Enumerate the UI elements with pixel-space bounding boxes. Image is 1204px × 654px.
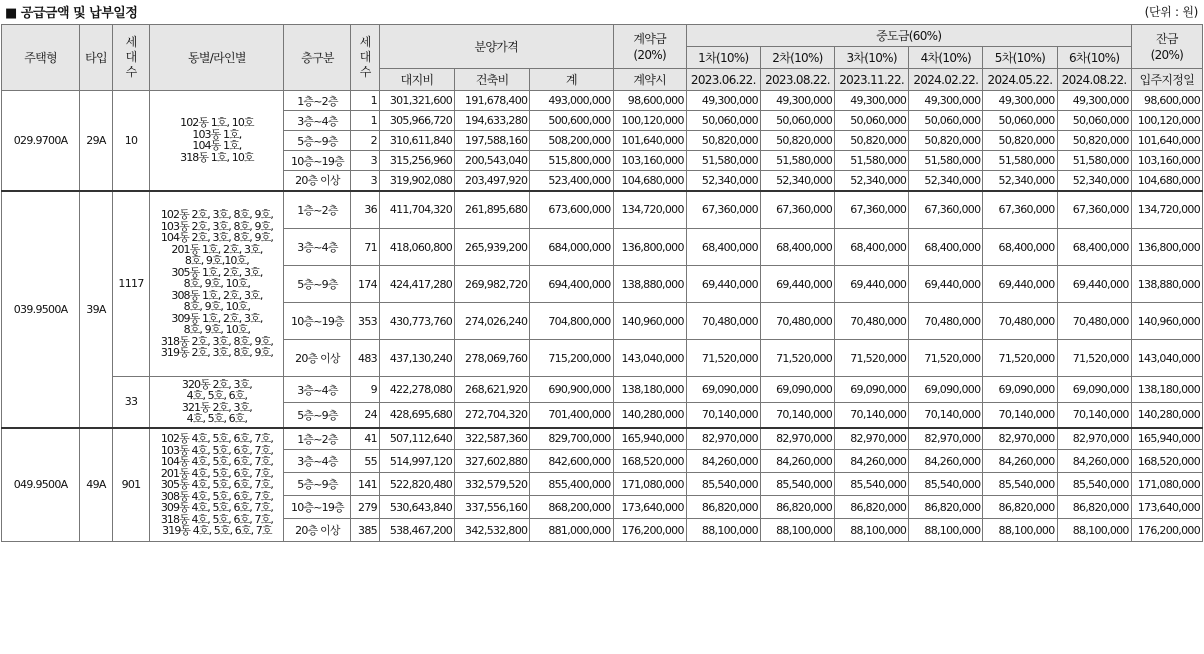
middle-payment-2: 52,340,000 [760, 171, 834, 191]
middle-payment-4: 69,090,000 [909, 377, 983, 403]
middle-payment-1: 51,580,000 [686, 151, 760, 171]
header-total: 계 [530, 69, 613, 91]
balance-amount: 140,960,000 [1131, 303, 1202, 340]
middle-payment-6: 71,520,000 [1057, 340, 1131, 377]
balance-amount: 100,120,000 [1131, 111, 1202, 131]
balance-amount: 98,600,000 [1131, 91, 1202, 111]
dong-lines: 102동 1호, 10호 103동 1호, 104동 1호, 318동 1호, 10호 [150, 91, 284, 191]
deposit-amount: 165,940,000 [613, 428, 686, 450]
middle-payment-1: 70,140,000 [686, 403, 760, 428]
deposit-amount: 176,200,000 [613, 519, 686, 542]
middle-payment-4: 84,260,000 [909, 450, 983, 473]
middle-payment-2: 49,300,000 [760, 91, 834, 111]
floor-range: 5층~9층 [284, 473, 351, 496]
middle-payment-6: 51,580,000 [1057, 151, 1131, 171]
unit-tp: 29A [80, 91, 113, 191]
header-date-2: 2023.08.22. [760, 69, 834, 91]
header-m4: 4차(10%) [909, 47, 983, 69]
middle-payment-6: 50,060,000 [1057, 111, 1131, 131]
land-price: 428,695,680 [379, 403, 454, 428]
middle-payment-6: 84,260,000 [1057, 450, 1131, 473]
middle-payment-5: 50,060,000 [983, 111, 1057, 131]
household-count: 483 [351, 340, 379, 377]
balance-amount: 176,200,000 [1131, 519, 1202, 542]
header-m6: 6차(10%) [1057, 47, 1131, 69]
middle-payment-4: 86,820,000 [909, 496, 983, 519]
table-row [2, 428, 1203, 450]
land-price: 522,820,480 [379, 473, 454, 496]
middle-payment-1: 84,260,000 [686, 450, 760, 473]
total-price: 701,400,000 [530, 403, 613, 428]
land-price: 514,997,120 [379, 450, 454, 473]
total-price: 881,000,000 [530, 519, 613, 542]
building-price: 268,621,920 [455, 377, 530, 403]
header-tp: 타입 [80, 25, 113, 91]
deposit-amount: 143,040,000 [613, 340, 686, 377]
middle-payment-5: 88,100,000 [983, 519, 1057, 542]
balance-amount: 104,680,000 [1131, 171, 1202, 191]
deposit-amount: 134,720,000 [613, 191, 686, 229]
household-count: 24 [351, 403, 379, 428]
middle-payment-3: 52,340,000 [835, 171, 909, 191]
middle-payment-6: 68,400,000 [1057, 229, 1131, 266]
balance-amount: 165,940,000 [1131, 428, 1202, 450]
balance-amount: 138,880,000 [1131, 266, 1202, 303]
header-floor: 층구분 [284, 25, 351, 91]
middle-payment-3: 68,400,000 [835, 229, 909, 266]
middle-payment-6: 82,970,000 [1057, 428, 1131, 450]
middle-payment-1: 67,360,000 [686, 191, 760, 229]
middle-payment-1: 86,820,000 [686, 496, 760, 519]
header-m3: 3차(10%) [835, 47, 909, 69]
balance-amount: 168,520,000 [1131, 450, 1202, 473]
middle-payment-2: 69,090,000 [760, 377, 834, 403]
middle-payment-2: 50,820,000 [760, 131, 834, 151]
floor-range: 10층~19층 [284, 496, 351, 519]
building-price: 194,633,280 [455, 111, 530, 131]
middle-payment-3: 49,300,000 [835, 91, 909, 111]
building-price: 278,069,760 [455, 340, 530, 377]
middle-payment-5: 51,580,000 [983, 151, 1057, 171]
middle-payment-3: 71,520,000 [835, 340, 909, 377]
floor-range: 20층 이상 [284, 171, 351, 191]
header-balance-time: 입주지정일 [1131, 69, 1202, 91]
header-m2: 2차(10%) [760, 47, 834, 69]
middle-payment-1: 69,440,000 [686, 266, 760, 303]
middle-payment-3: 50,060,000 [835, 111, 909, 131]
building-price: 327,602,880 [455, 450, 530, 473]
middle-payment-4: 70,480,000 [909, 303, 983, 340]
land-price: 430,773,760 [379, 303, 454, 340]
total-price: 868,200,000 [530, 496, 613, 519]
header-m5: 5차(10%) [983, 47, 1057, 69]
middle-payment-3: 69,440,000 [835, 266, 909, 303]
balance-amount: 134,720,000 [1131, 191, 1202, 229]
balance-amount: 136,800,000 [1131, 229, 1202, 266]
deposit-amount: 103,160,000 [613, 151, 686, 171]
deposit-amount: 140,960,000 [613, 303, 686, 340]
middle-payment-1: 69,090,000 [686, 377, 760, 403]
middle-payment-2: 71,520,000 [760, 340, 834, 377]
land-price: 538,467,200 [379, 519, 454, 542]
middle-payment-3: 82,970,000 [835, 428, 909, 450]
header-m1: 1차(10%) [686, 47, 760, 69]
table-row [2, 377, 1203, 403]
floor-range: 20층 이상 [284, 519, 351, 542]
middle-payment-2: 88,100,000 [760, 519, 834, 542]
middle-payment-5: 71,520,000 [983, 340, 1057, 377]
dong-lines: 320동 2호, 3호, 4호, 5호, 6호, 321동 2호, 3호, 4호, 5호, 6호, [150, 377, 284, 428]
middle-payment-3: 70,140,000 [835, 403, 909, 428]
land-price: 315,256,960 [379, 151, 454, 171]
table-row [2, 191, 1203, 229]
total-price: 673,600,000 [530, 191, 613, 229]
header-type: 주택형 [2, 25, 80, 91]
middle-payment-5: 84,260,000 [983, 450, 1057, 473]
middle-payment-1: 85,540,000 [686, 473, 760, 496]
floor-range: 1층~2층 [284, 191, 351, 229]
land-price: 418,060,800 [379, 229, 454, 266]
deposit-amount: 136,800,000 [613, 229, 686, 266]
middle-payment-4: 85,540,000 [909, 473, 983, 496]
land-price: 301,321,600 [379, 91, 454, 111]
middle-payment-3: 85,540,000 [835, 473, 909, 496]
total-price: 842,600,000 [530, 450, 613, 473]
unit-type: 029.9700A [2, 91, 80, 191]
floor-range: 3층~4층 [284, 377, 351, 403]
unit-households: 33 [112, 377, 150, 428]
header-deposit: 계약금 (20%) [613, 25, 686, 69]
household-count: 353 [351, 303, 379, 340]
total-price: 694,400,000 [530, 266, 613, 303]
total-price: 523,400,000 [530, 171, 613, 191]
household-count: 3 [351, 151, 379, 171]
deposit-amount: 140,280,000 [613, 403, 686, 428]
household-count: 3 [351, 171, 379, 191]
building-price: 200,543,040 [455, 151, 530, 171]
floor-range: 5층~9층 [284, 403, 351, 428]
total-price: 515,800,000 [530, 151, 613, 171]
middle-payment-5: 67,360,000 [983, 191, 1057, 229]
household-count: 174 [351, 266, 379, 303]
balance-amount: 171,080,000 [1131, 473, 1202, 496]
header-date-6: 2024.08.22. [1057, 69, 1131, 91]
household-count: 1 [351, 91, 379, 111]
middle-payment-1: 68,400,000 [686, 229, 760, 266]
middle-payment-6: 70,140,000 [1057, 403, 1131, 428]
total-price: 855,400,000 [530, 473, 613, 496]
table-body [2, 91, 1203, 542]
middle-payment-6: 50,820,000 [1057, 131, 1131, 151]
middle-payment-1: 50,060,000 [686, 111, 760, 131]
floor-range: 3층~4층 [284, 111, 351, 131]
total-price: 829,700,000 [530, 428, 613, 450]
total-price: 690,900,000 [530, 377, 613, 403]
total-price: 500,600,000 [530, 111, 613, 131]
building-price: 274,026,240 [455, 303, 530, 340]
land-price: 422,278,080 [379, 377, 454, 403]
middle-payment-5: 82,970,000 [983, 428, 1057, 450]
middle-payment-1: 82,970,000 [686, 428, 760, 450]
middle-payment-2: 82,970,000 [760, 428, 834, 450]
middle-payment-2: 85,540,000 [760, 473, 834, 496]
middle-payment-6: 88,100,000 [1057, 519, 1131, 542]
header-date-3: 2023.11.22. [835, 69, 909, 91]
land-price: 507,112,640 [379, 428, 454, 450]
middle-payment-6: 69,090,000 [1057, 377, 1131, 403]
deposit-amount: 173,640,000 [613, 496, 686, 519]
middle-payment-4: 68,400,000 [909, 229, 983, 266]
dong-lines: 102동 4호, 5호, 6호, 7호, 103동 4호, 5호, 6호, 7호, 104동 4호, 5호, 6호, 7호, 201동 4호, 5호, 6호, 7호, 305동 4호, 5호, 6호, 7호, 308동 4호, 5호, 6호, 7호, 309동 4호, 5호, 6호, 7호, 318동 4호, 5호, 6호, 7호, 319동 4호, 5호, 6호, 7호 [150, 428, 284, 542]
supply-price-table [1, 24, 1203, 542]
middle-payment-4: 69,440,000 [909, 266, 983, 303]
header-date-4: 2024.02.22. [909, 69, 983, 91]
middle-payment-5: 70,480,000 [983, 303, 1057, 340]
balance-amount: 101,640,000 [1131, 131, 1202, 151]
middle-payment-5: 85,540,000 [983, 473, 1057, 496]
building-price: 272,704,320 [455, 403, 530, 428]
building-price: 269,982,720 [455, 266, 530, 303]
middle-payment-5: 86,820,000 [983, 496, 1057, 519]
unit-type: 049.9500A [2, 428, 80, 542]
balance-amount: 143,040,000 [1131, 340, 1202, 377]
middle-payment-2: 51,580,000 [760, 151, 834, 171]
unit-label: (단위 : 원) [1144, 5, 1198, 19]
building-price: 261,895,680 [455, 191, 530, 229]
land-price: 437,130,240 [379, 340, 454, 377]
middle-payment-4: 70,140,000 [909, 403, 983, 428]
header-date-5: 2024.05.22. [983, 69, 1057, 91]
middle-payment-3: 51,580,000 [835, 151, 909, 171]
middle-payment-4: 67,360,000 [909, 191, 983, 229]
middle-payment-5: 69,090,000 [983, 377, 1057, 403]
total-price: 715,200,000 [530, 340, 613, 377]
header-price: 분양가격 [379, 25, 613, 69]
middle-payment-1: 50,820,000 [686, 131, 760, 151]
household-count: 141 [351, 473, 379, 496]
building-price: 265,939,200 [455, 229, 530, 266]
middle-payment-1: 52,340,000 [686, 171, 760, 191]
middle-payment-1: 49,300,000 [686, 91, 760, 111]
middle-payment-1: 71,520,000 [686, 340, 760, 377]
floor-range: 10층~19층 [284, 151, 351, 171]
balance-amount: 138,180,000 [1131, 377, 1202, 403]
household-count: 1 [351, 111, 379, 131]
header-balance: 잔금 (20%) [1131, 25, 1202, 69]
deposit-amount: 168,520,000 [613, 450, 686, 473]
middle-payment-4: 52,340,000 [909, 171, 983, 191]
floor-range: 1층~2층 [284, 428, 351, 450]
middle-payment-5: 50,820,000 [983, 131, 1057, 151]
middle-payment-4: 51,580,000 [909, 151, 983, 171]
floor-range: 10층~19층 [284, 303, 351, 340]
building-price: 332,579,520 [455, 473, 530, 496]
household-count: 279 [351, 496, 379, 519]
floor-range: 3층~4층 [284, 450, 351, 473]
household-count: 2 [351, 131, 379, 151]
middle-payment-4: 49,300,000 [909, 91, 983, 111]
land-price: 411,704,320 [379, 191, 454, 229]
land-price: 319,902,080 [379, 171, 454, 191]
middle-payment-4: 88,100,000 [909, 519, 983, 542]
household-count: 385 [351, 519, 379, 542]
deposit-amount: 104,680,000 [613, 171, 686, 191]
middle-payment-1: 70,480,000 [686, 303, 760, 340]
header-households-floor: 세 대 수 [351, 25, 379, 91]
middle-payment-4: 71,520,000 [909, 340, 983, 377]
floor-range: 5층~9층 [284, 131, 351, 151]
middle-payment-4: 50,820,000 [909, 131, 983, 151]
floor-range: 1층~2층 [284, 91, 351, 111]
total-price: 684,000,000 [530, 229, 613, 266]
household-count: 9 [351, 377, 379, 403]
middle-payment-3: 86,820,000 [835, 496, 909, 519]
middle-payment-2: 70,480,000 [760, 303, 834, 340]
deposit-amount: 100,120,000 [613, 111, 686, 131]
floor-range: 20층 이상 [284, 340, 351, 377]
header-dong: 동별/라인별 [150, 25, 284, 91]
deposit-amount: 138,180,000 [613, 377, 686, 403]
unit-households: 1117 [112, 191, 150, 377]
page-title: ■ 공급금액 및 납부일정 [5, 6, 138, 21]
middle-payment-4: 82,970,000 [909, 428, 983, 450]
middle-payment-6: 70,480,000 [1057, 303, 1131, 340]
household-count: 36 [351, 191, 379, 229]
middle-payment-5: 68,400,000 [983, 229, 1057, 266]
deposit-amount: 98,600,000 [613, 91, 686, 111]
deposit-amount: 138,880,000 [613, 266, 686, 303]
middle-payment-3: 70,480,000 [835, 303, 909, 340]
middle-payment-6: 52,340,000 [1057, 171, 1131, 191]
title-bar [0, 0, 1204, 24]
header-deposit-time: 계약시 [613, 69, 686, 91]
balance-amount: 173,640,000 [1131, 496, 1202, 519]
middle-payment-5: 69,440,000 [983, 266, 1057, 303]
header-building: 건축비 [455, 69, 530, 91]
middle-payment-5: 49,300,000 [983, 91, 1057, 111]
middle-payment-2: 50,060,000 [760, 111, 834, 131]
middle-payment-2: 68,400,000 [760, 229, 834, 266]
header-land: 대지비 [379, 69, 454, 91]
balance-amount: 103,160,000 [1131, 151, 1202, 171]
middle-payment-5: 70,140,000 [983, 403, 1057, 428]
middle-payment-2: 84,260,000 [760, 450, 834, 473]
header-middle: 중도금(60%) [686, 25, 1131, 47]
middle-payment-6: 85,540,000 [1057, 473, 1131, 496]
building-price: 197,588,160 [455, 131, 530, 151]
middle-payment-2: 69,440,000 [760, 266, 834, 303]
land-price: 310,611,840 [379, 131, 454, 151]
unit-households: 901 [112, 428, 150, 542]
building-price: 322,587,360 [455, 428, 530, 450]
building-price: 342,532,800 [455, 519, 530, 542]
deposit-amount: 101,640,000 [613, 131, 686, 151]
table-row [2, 91, 1203, 111]
land-price: 424,417,280 [379, 266, 454, 303]
middle-payment-3: 88,100,000 [835, 519, 909, 542]
middle-payment-3: 69,090,000 [835, 377, 909, 403]
land-price: 305,966,720 [379, 111, 454, 131]
middle-payment-2: 70,140,000 [760, 403, 834, 428]
balance-amount: 140,280,000 [1131, 403, 1202, 428]
middle-payment-6: 69,440,000 [1057, 266, 1131, 303]
middle-payment-3: 67,360,000 [835, 191, 909, 229]
household-count: 41 [351, 428, 379, 450]
unit-households: 10 [112, 91, 150, 191]
middle-payment-3: 50,820,000 [835, 131, 909, 151]
floor-range: 5층~9층 [284, 266, 351, 303]
land-price: 530,643,840 [379, 496, 454, 519]
middle-payment-1: 88,100,000 [686, 519, 760, 542]
unit-tp: 49A [80, 428, 113, 542]
total-price: 704,800,000 [530, 303, 613, 340]
unit-type: 039.9500A [2, 191, 80, 428]
floor-range: 3층~4층 [284, 229, 351, 266]
middle-payment-4: 50,060,000 [909, 111, 983, 131]
total-price: 493,000,000 [530, 91, 613, 111]
household-count: 71 [351, 229, 379, 266]
middle-payment-6: 86,820,000 [1057, 496, 1131, 519]
household-count: 55 [351, 450, 379, 473]
deposit-amount: 171,080,000 [613, 473, 686, 496]
building-price: 191,678,400 [455, 91, 530, 111]
header-date-1: 2023.06.22. [686, 69, 760, 91]
building-price: 337,556,160 [455, 496, 530, 519]
dong-lines: 102동 2호, 3호, 8호, 9호, 103동 2호, 3호, 8호, 9호, 104동 2호, 3호, 8호, 9호, 201동 1호, 2호, 3호, 8호, 9호,10호, 305동 1호, 2호, 3호, 8호, 9호, 10호, 308동 1호, 2호, 3호, 8호, 9호, 10호, 309동 1호, 2호, 3호, 8호, 9호, 10호, 318동 2호, 3호, 8호, 9호, 319동 2호, 3호, 8호, 9호, [150, 191, 284, 377]
total-price: 508,200,000 [530, 131, 613, 151]
unit-tp: 39A [80, 191, 113, 428]
middle-payment-6: 67,360,000 [1057, 191, 1131, 229]
building-price: 203,497,920 [455, 171, 530, 191]
middle-payment-3: 84,260,000 [835, 450, 909, 473]
middle-payment-2: 67,360,000 [760, 191, 834, 229]
middle-payment-2: 86,820,000 [760, 496, 834, 519]
middle-payment-5: 52,340,000 [983, 171, 1057, 191]
middle-payment-6: 49,300,000 [1057, 91, 1131, 111]
header-households: 세 대 수 [112, 25, 150, 91]
